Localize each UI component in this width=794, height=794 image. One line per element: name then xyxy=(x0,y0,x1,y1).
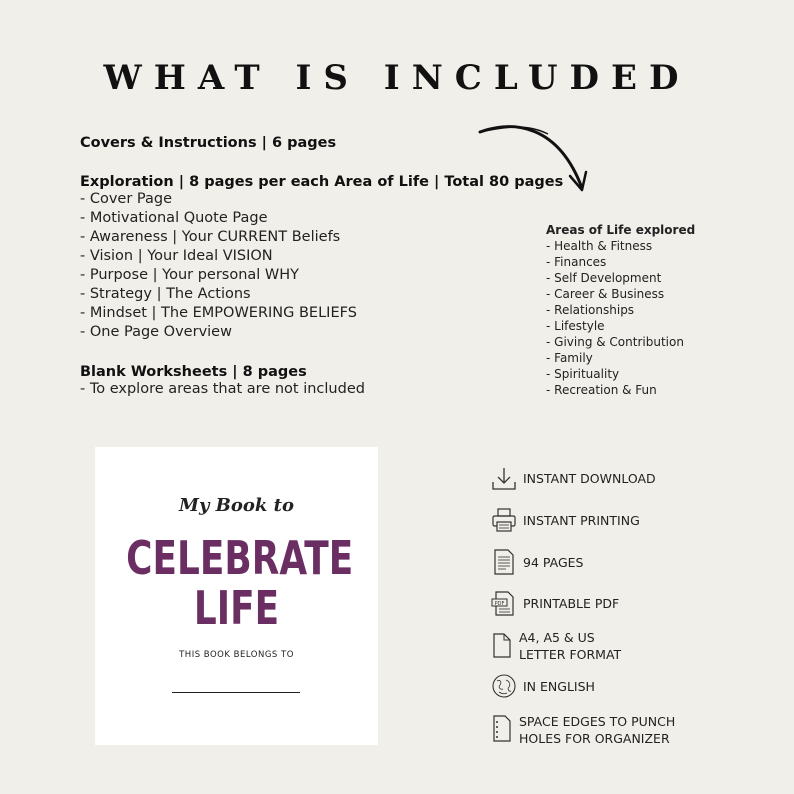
areas-list xyxy=(546,222,695,398)
exploration-item: - Awareness | Your CURRENT Beliefs xyxy=(80,229,341,245)
feature-label: 94 PAGES xyxy=(523,555,584,570)
blank-section xyxy=(80,364,365,399)
exploration-item: - Mindset | The EMPOWERING BELIEFS xyxy=(80,305,357,321)
area-item: - Career & Business xyxy=(546,287,665,301)
exploration-item: - Vision | Your Ideal VISION xyxy=(80,248,273,264)
document-icon xyxy=(490,548,518,576)
page-title: WHAT IS INCLUDED xyxy=(103,58,691,98)
svg-text:PDF: PDF xyxy=(494,600,505,607)
cover-title-line1: CELEBRATE xyxy=(126,531,354,585)
covers-heading: Covers & Instructions | 6 pages xyxy=(80,135,337,151)
area-item: - Relationships xyxy=(546,303,635,317)
areas-heading: Areas of Life explored xyxy=(546,223,696,237)
feature-label: INSTANT DOWNLOAD xyxy=(523,471,656,486)
punched-page-icon xyxy=(490,714,518,742)
download-icon xyxy=(490,465,518,493)
area-item: - Spirituality xyxy=(546,367,620,381)
area-item: - Lifestyle xyxy=(546,319,605,333)
printer-icon xyxy=(490,506,518,534)
feature-label: IN ENGLISH xyxy=(523,679,595,694)
area-item: - Family xyxy=(546,351,593,365)
blank-heading: Blank Worksheets | 8 pages xyxy=(80,364,307,380)
area-item: - Finances xyxy=(546,255,607,269)
blank-item: - To explore areas that are not included xyxy=(80,381,365,397)
exploration-item: - Strategy | The Actions xyxy=(80,286,251,302)
page-icon xyxy=(490,630,518,658)
feature-line: LETTER FORMAT xyxy=(519,647,622,662)
feature-label xyxy=(519,713,675,747)
covers-section xyxy=(80,135,336,151)
area-item: - Health & Fitness xyxy=(546,239,653,253)
area-item: - Self Development xyxy=(546,271,662,285)
feature-line: A4, A5 & US xyxy=(519,630,595,645)
feature-label: INSTANT PRINTING xyxy=(523,513,640,528)
cover-title-line2: LIFE xyxy=(193,581,280,635)
pdf-icon xyxy=(490,589,518,617)
area-item: - Recreation & Fun xyxy=(546,383,657,397)
cover-name-line xyxy=(172,692,300,693)
exploration-item: - Cover Page xyxy=(80,191,173,207)
feature-line: HOLES FOR ORGANIZER xyxy=(519,731,670,746)
area-item: - Giving & Contribution xyxy=(546,335,684,349)
exploration-item: - One Page Overview xyxy=(80,324,232,340)
globe-icon xyxy=(490,672,518,700)
exploration-item: - Purpose | Your personal WHY xyxy=(80,267,300,283)
feature-label xyxy=(519,629,621,663)
feature-line: SPACE EDGES TO PUNCH xyxy=(519,714,676,729)
cover-belongs-text: THIS BOOK BELONGS TO xyxy=(179,650,294,660)
exploration-section xyxy=(80,174,563,342)
exploration-heading: Exploration | 8 pages per each Area of Life | Total 80 pages xyxy=(80,174,564,190)
book-cover-preview xyxy=(95,447,378,745)
exploration-item: - Motivational Quote Page xyxy=(80,210,268,226)
feature-label: PRINTABLE PDF xyxy=(523,596,620,611)
cover-script-text: My Book to xyxy=(179,495,294,516)
curved-arrow-icon xyxy=(478,118,593,198)
